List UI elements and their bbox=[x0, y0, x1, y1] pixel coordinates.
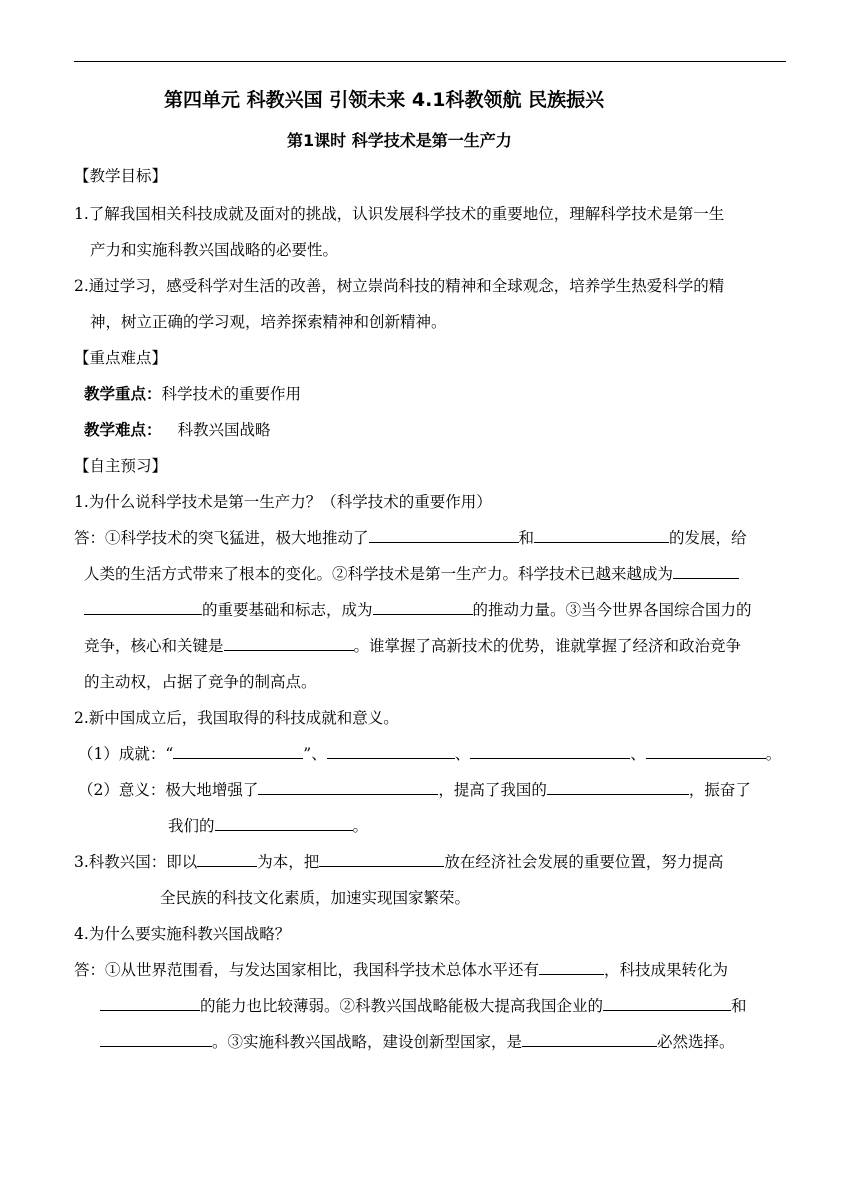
answer-text: ，振奋了 bbox=[688, 781, 751, 799]
answer-text: 我们的 bbox=[168, 817, 215, 835]
fill-blank[interactable] bbox=[522, 1032, 657, 1047]
answer-text: 的能力也比较薄弱。②科教兴国战略能极大提高我国企业的 bbox=[200, 997, 604, 1015]
answer-1-line-5: 的主动权，占据了竞争的制高点。 bbox=[84, 673, 317, 691]
question-3 bbox=[74, 852, 723, 872]
teaching-difficulty-text: 科教兴国战略 bbox=[177, 421, 271, 439]
objective-1-line-2: 产力和实施科教兴国战略的必要性。 bbox=[90, 241, 339, 259]
teaching-difficulty bbox=[84, 420, 271, 440]
key-points-heading: 【重点难点】 bbox=[74, 349, 168, 367]
answer-4-line-2 bbox=[100, 996, 747, 1016]
fill-blank[interactable] bbox=[646, 744, 766, 759]
answer-text: ，提高了我国的 bbox=[438, 781, 547, 799]
answer-1-line-3 bbox=[84, 600, 752, 620]
answer-2-achievements bbox=[78, 744, 781, 764]
answer-text: 的发展，给 bbox=[669, 529, 747, 547]
fill-blank[interactable] bbox=[603, 996, 731, 1011]
fill-blank[interactable] bbox=[84, 600, 202, 615]
fill-blank[interactable] bbox=[258, 780, 438, 795]
fill-blank[interactable] bbox=[534, 528, 669, 543]
question-3-line-2: 全民族的科技文化素质，加速实现国家繁荣。 bbox=[160, 889, 471, 907]
fill-blank[interactable] bbox=[373, 600, 473, 615]
fill-blank[interactable] bbox=[369, 528, 519, 543]
answer-text: 、 bbox=[454, 745, 471, 763]
fill-blank[interactable] bbox=[319, 852, 444, 867]
answer-text: ”、 bbox=[303, 745, 327, 763]
answer-text: 。 bbox=[352, 817, 369, 835]
fill-blank[interactable] bbox=[224, 636, 354, 651]
fill-blank[interactable] bbox=[327, 744, 455, 759]
objectives-heading: 【教学目标】 bbox=[74, 167, 168, 185]
answer-text: 和 bbox=[518, 529, 535, 547]
question-4: 4.为什么要实施科教兴国战略？ bbox=[74, 925, 291, 943]
teaching-focus-label: 教学重点： bbox=[84, 384, 162, 403]
fill-blank[interactable] bbox=[547, 780, 689, 795]
answer-text: （2）意义：极大地增强了 bbox=[78, 781, 259, 799]
answer-text: 答：①科学技术的突飞猛进，极大地推动了 bbox=[74, 529, 369, 547]
lesson-subtitle: 第1课时 科学技术是第一生产力 bbox=[287, 131, 512, 150]
answer-text: 竞争，核心和关键是 bbox=[84, 637, 224, 655]
answer-4-line-1 bbox=[74, 960, 728, 980]
answer-2-significance bbox=[78, 780, 751, 800]
teaching-focus bbox=[84, 384, 301, 404]
question-2: 2.新中国成立后，我国取得的科技成就和意义。 bbox=[74, 709, 399, 727]
answer-text: 、 bbox=[630, 745, 646, 763]
answer-text: 放在经济社会发展的重要位置，努力提高 bbox=[444, 853, 724, 871]
answer-text: 和 bbox=[731, 997, 747, 1015]
fill-blank[interactable] bbox=[673, 564, 739, 579]
answer-text: 的推动力量。③当今世界各国综合国力的 bbox=[472, 601, 752, 619]
objective-1-line-1: 1.了解我国相关科技成就及面对的挑战，认识发展科学技术的重要地位，理解科学技术是第一生 bbox=[74, 205, 725, 223]
answer-text: 的重要基础和标志，成为 bbox=[202, 601, 373, 619]
answer-text: ，科技成果转化为 bbox=[604, 961, 729, 979]
answer-text: 。 bbox=[765, 745, 782, 763]
answer-text: 人类的生活方式带来了根本的变化。②科学技术是第一生产力。科学技术已越来越成为 bbox=[84, 565, 674, 583]
fill-blank[interactable] bbox=[215, 816, 353, 831]
fill-blank[interactable] bbox=[470, 744, 630, 759]
teaching-difficulty-label: 教学难点： bbox=[84, 420, 162, 439]
answer-4-line-3 bbox=[100, 1032, 735, 1052]
fill-blank[interactable] bbox=[100, 996, 200, 1011]
answer-text: 。谁掌握了高新技术的优势，谁就掌握了经济和政治竞争 bbox=[353, 637, 742, 655]
preview-heading: 【自主预习】 bbox=[74, 457, 168, 475]
objective-2-line-2: 神，树立正确的学习观，培养探索精神和创新精神。 bbox=[90, 313, 447, 331]
answer-1-line-2 bbox=[84, 564, 739, 584]
answer-text: 为本，把 bbox=[257, 853, 320, 871]
answer-1-line-4 bbox=[84, 636, 741, 656]
question-1: 1.为什么说科学技术是第一生产力？（科学技术的重要作用） bbox=[74, 493, 492, 511]
answer-2-significance-cont bbox=[168, 816, 368, 836]
page-title: 第四单元 科教兴国 引领未来 4.1科教领航 民族振兴 bbox=[164, 89, 605, 111]
answer-text: 。③实施科教兴国战略，建设创新型国家，是 bbox=[212, 1033, 523, 1051]
header-rule bbox=[74, 61, 786, 62]
fill-blank[interactable] bbox=[100, 1032, 212, 1047]
answer-text: 答：①从世界范围看，与发达国家相比，我国科学技术总体水平还有 bbox=[74, 961, 540, 979]
objective-2-line-1: 2.通过学习，感受科学对生活的改善，树立崇尚科技的精神和全球观念，培养学生热爱科学的精 bbox=[74, 277, 725, 295]
answer-text: 3.科教兴国：即以 bbox=[74, 853, 198, 871]
answer-text: （1）成就：“ bbox=[78, 745, 174, 763]
fill-blank[interactable] bbox=[197, 852, 257, 867]
fill-blank[interactable] bbox=[539, 960, 604, 975]
fill-blank[interactable] bbox=[173, 744, 303, 759]
answer-text: 必然选择。 bbox=[657, 1033, 735, 1051]
teaching-focus-text: 科学技术的重要作用 bbox=[161, 385, 302, 403]
answer-1-line-1 bbox=[74, 528, 747, 548]
